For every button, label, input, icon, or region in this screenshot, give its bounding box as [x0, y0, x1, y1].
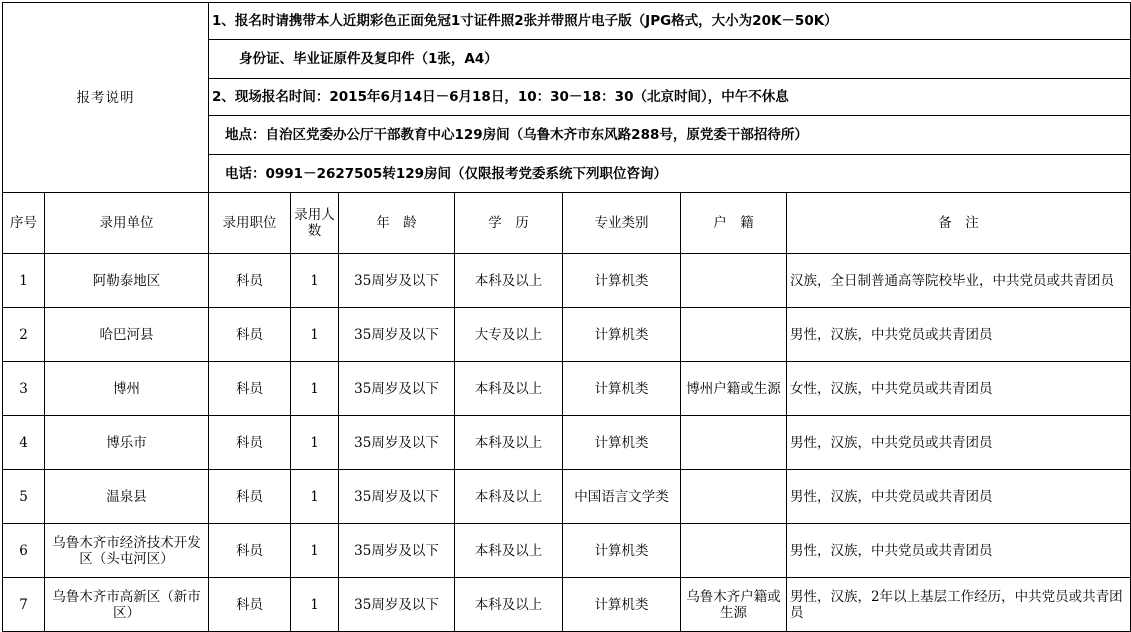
cell-count: 1 — [291, 470, 339, 524]
cell-age: 35周岁及以下 — [339, 470, 455, 524]
header-age: 年 龄 — [339, 193, 455, 254]
header-unit: 录用单位 — [45, 193, 209, 254]
cell-age: 35周岁及以下 — [339, 254, 455, 308]
cell-seq: 2 — [3, 308, 45, 362]
note-phone: 电话：0991－2627505转129房间（仅限报考党委系统下列职位咨询） — [209, 155, 1131, 193]
table-row — [3, 362, 1131, 416]
cell-seq: 1 — [3, 254, 45, 308]
cell-remarks: 男性，汉族，中共党员或共青团员 — [787, 524, 1131, 578]
cell-major: 中国语言文学类 — [563, 470, 681, 524]
cell-unit: 乌鲁木齐市经济技术开发区（头屯河区） — [45, 524, 209, 578]
header-education: 学 历 — [455, 193, 563, 254]
cell-position: 科员 — [209, 470, 291, 524]
cell-education: 本科及以上 — [455, 254, 563, 308]
table-row — [3, 524, 1131, 578]
cell-education: 本科及以上 — [455, 524, 563, 578]
cell-remarks: 男性，汉族，中共党员或共青团员 — [787, 470, 1131, 524]
cell-age: 35周岁及以下 — [339, 578, 455, 632]
cell-count: 1 — [291, 254, 339, 308]
page-title: 报考说明 — [3, 3, 209, 193]
cell-age: 35周岁及以下 — [339, 362, 455, 416]
table-row — [3, 254, 1131, 308]
cell-unit: 哈巴河县 — [45, 308, 209, 362]
cell-remarks: 男性，汉族，中共党员或共青团员 — [787, 416, 1131, 470]
recruitment-table — [2, 2, 1131, 632]
cell-seq: 3 — [3, 362, 45, 416]
cell-count: 1 — [291, 308, 339, 362]
cell-seq: 6 — [3, 524, 45, 578]
header-position: 录用职位 — [209, 193, 291, 254]
note-documents: 身份证、毕业证原件及复印件（1张，A4） — [209, 40, 1131, 79]
cell-position: 科员 — [209, 524, 291, 578]
header-count: 录用人数 — [291, 193, 339, 254]
cell-count: 1 — [291, 362, 339, 416]
cell-major: 计算机类 — [563, 416, 681, 470]
cell-major: 计算机类 — [563, 524, 681, 578]
cell-major: 计算机类 — [563, 254, 681, 308]
cell-age: 35周岁及以下 — [339, 524, 455, 578]
cell-hukou — [681, 416, 787, 470]
cell-position: 科员 — [209, 362, 291, 416]
cell-remarks: 女性，汉族，中共党员或共青团员 — [787, 362, 1131, 416]
cell-seq: 4 — [3, 416, 45, 470]
cell-unit: 博乐市 — [45, 416, 209, 470]
note-row-1 — [3, 3, 1131, 40]
cell-count: 1 — [291, 578, 339, 632]
table-row — [3, 416, 1131, 470]
cell-position: 科员 — [209, 416, 291, 470]
table-row — [3, 470, 1131, 524]
cell-education: 本科及以上 — [455, 362, 563, 416]
cell-remarks: 男性，汉族，2年以上基层工作经历，中共党员或共青团员 — [787, 578, 1131, 632]
cell-education: 本科及以上 — [455, 578, 563, 632]
header-row — [3, 193, 1131, 254]
cell-education: 本科及以上 — [455, 416, 563, 470]
cell-position: 科员 — [209, 308, 291, 362]
cell-major: 计算机类 — [563, 308, 681, 362]
cell-education: 本科及以上 — [455, 470, 563, 524]
cell-remarks: 汉族，全日制普通高等院校毕业，中共党员或共青团员 — [787, 254, 1131, 308]
header-remarks: 备 注 — [787, 193, 1131, 254]
cell-major: 计算机类 — [563, 578, 681, 632]
cell-seq: 7 — [3, 578, 45, 632]
cell-age: 35周岁及以下 — [339, 416, 455, 470]
note-registration-time: 2、现场报名时间：2015年6月14日－6月18日，10：30－18：30（北京时间），中午不休息 — [209, 79, 1131, 116]
cell-hukou — [681, 254, 787, 308]
cell-unit: 温泉县 — [45, 470, 209, 524]
note-photo-requirement: 1、报名时请携带本人近期彩色正面免冠1寸证件照2张并带照片电子版（JPG格式，大小为20K－50K） — [209, 3, 1131, 40]
header-major: 专业类别 — [563, 193, 681, 254]
table-row — [3, 578, 1131, 632]
cell-hukou: 乌鲁木齐户籍或生源 — [681, 578, 787, 632]
cell-unit: 乌鲁木齐市高新区（新市区） — [45, 578, 209, 632]
cell-education: 大专及以上 — [455, 308, 563, 362]
cell-hukou — [681, 524, 787, 578]
cell-count: 1 — [291, 416, 339, 470]
cell-unit: 博州 — [45, 362, 209, 416]
cell-hukou: 博州户籍或生源 — [681, 362, 787, 416]
header-seq: 序号 — [3, 193, 45, 254]
cell-position: 科员 — [209, 578, 291, 632]
cell-hukou — [681, 470, 787, 524]
cell-remarks: 男性，汉族，中共党员或共青团员 — [787, 308, 1131, 362]
cell-count: 1 — [291, 524, 339, 578]
note-location: 地点：自治区党委办公厅干部教育中心129房间（乌鲁木齐市东风路288号，原党委干部招待所） — [209, 116, 1131, 155]
cell-seq: 5 — [3, 470, 45, 524]
header-hukou: 户 籍 — [681, 193, 787, 254]
cell-major: 计算机类 — [563, 362, 681, 416]
table-row — [3, 308, 1131, 362]
cell-position: 科员 — [209, 254, 291, 308]
cell-unit: 阿勒泰地区 — [45, 254, 209, 308]
cell-hukou — [681, 308, 787, 362]
cell-age: 35周岁及以下 — [339, 308, 455, 362]
